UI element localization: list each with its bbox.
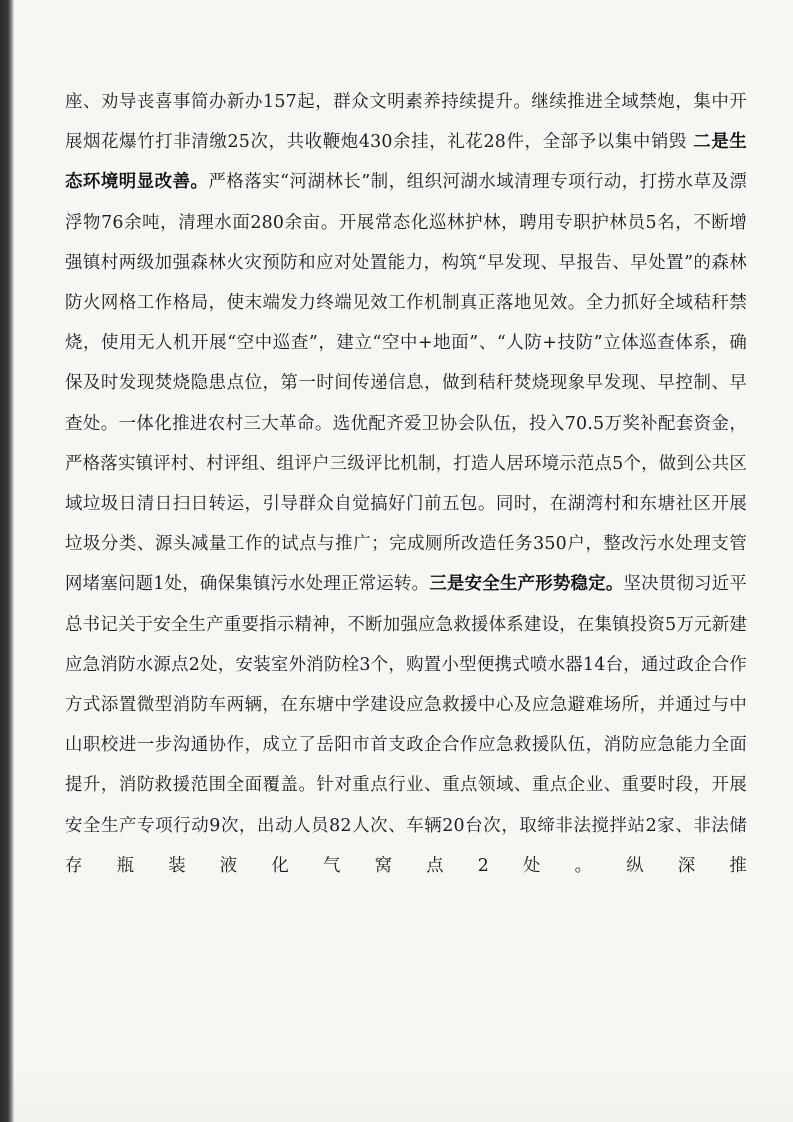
heading-ecological-environment: 二是生态环境明显改善。 [65,132,747,193]
scan-binding-edge [0,0,14,1122]
page-bottom-shade [14,1062,793,1122]
body-paragraph [65,82,747,886]
text-segment: 严格落实“河湖林长”制，组织河湖水域清理专项行动，打捞水草及漂浮物76余吨，清理水面280余亩。开展常态化巡林护林，聘用专职护林员5名，不断增强镇村两级加强森林火灾预防和应对处置能力，构筑“早发现、早报告、早处置”的森林防火网格工作格局，使末端发力终端见效工作机制真正落地见效。全力抓好全域秸秆禁烧，使用无人机开展“空中巡查”，建立“空中+地面”、“人防+技防”立体巡查体系，确保及时发现焚烧隐患点位，第一时间传递信息，做到秸秆焚烧现象早发现、早控制、早查处。一体化推进农村三大革命。选优配齐爱卫协会队伍，投入70.5万奖补配套资金，严格落实镇评村、村评组、组评户三级评比机制，打造人居环境示范点5个，做到公共区域垃圾日清日扫日转运，引导群众自觉搞好门前五包。同时，在湖湾村和东塘社区开展垃圾分类、源头减量工作的试点与推广；完成厕所改造任务350户，整改污水处理支管网堵塞问题1处，确保集镇污水处理正常运转。 [65,172,747,595]
heading-safety-production: 三是安全生产形势稳定。 [429,574,624,595]
text-segment: 坚决贯彻习近平总书记关于安全生产重要指示精神，不断加强应急救援体系建设，在集镇投资5万元新建应急消防水源点2处，安装室外消防栓3个，购置小型便携式喷水器14台，通过政企合作方式添置微型消防车两辆，在东塘中学建设应急救援中心及应急避难场所，并通过与中山职校进一步沟通协作，成立了岳阳市首支政企合作应急救援队伍，消防应急能力全面提升，消防救援范围全面覆盖。针对重点行业、重点领域、重点企业、重要时段，开展安全生产专项行动9次，出动人员82人次、车辆20台次，取缔非法搅拌站2家、非法储存瓶装液化气窝点2处。纵深推 [65,574,747,876]
text-segment: 座、劝导丧喜事简办新办157起，群众文明素养持续提升。继续推进全域禁炮，集中开展烟花爆竹打非清缴25次，共收鞭炮430余挂，礼花28件，全部予以集中销毁 [65,92,747,153]
